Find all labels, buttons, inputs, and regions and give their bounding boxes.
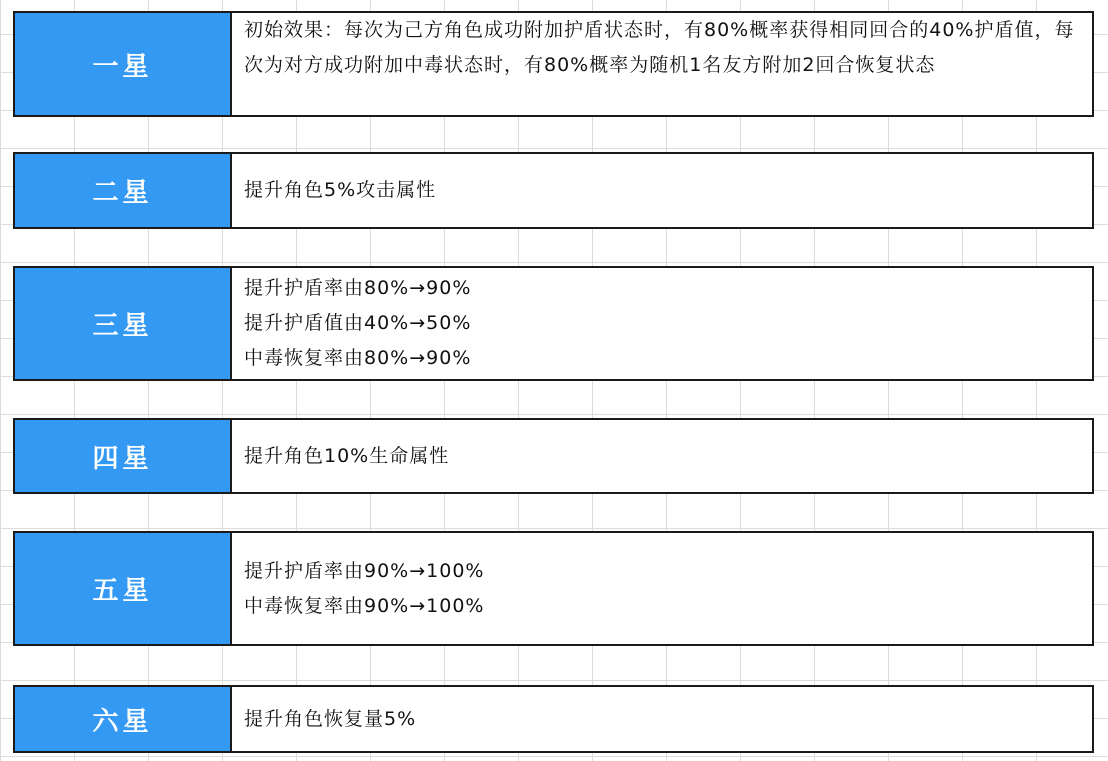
star-row-5 <box>13 531 1094 646</box>
description-line: 提升角色恢复量5% <box>244 707 417 730</box>
star-label-4: 四星 <box>15 420 232 492</box>
description-line: 初始效果：每次为己方角色成功附加护盾状态时，有80%概率获得相同回合的40%护盾值，每次为对方成功附加中毒状态时，有80%概率为随机1名友方附加2回合恢复状态 <box>244 19 1075 76</box>
star-row-6 <box>13 685 1094 753</box>
star-label-3: 三星 <box>15 268 232 379</box>
star-row-2 <box>13 152 1094 229</box>
star-description-4 <box>232 420 1092 492</box>
description-line: 中毒恢复率由80%→90% <box>244 347 472 369</box>
description-line: 提升角色5%攻击属性 <box>244 179 437 201</box>
star-description-6 <box>232 687 1092 751</box>
star-description-1 <box>232 13 1092 115</box>
star-description-3 <box>232 268 1092 379</box>
star-row-4 <box>13 418 1094 494</box>
star-label-2: 二星 <box>15 154 232 227</box>
star-row-1 <box>13 11 1094 117</box>
star-description-2 <box>232 154 1092 227</box>
star-row-3 <box>13 266 1094 381</box>
star-label-5: 五星 <box>15 533 232 644</box>
star-description-5 <box>232 533 1092 644</box>
description-line: 提升护盾率由90%→100% <box>244 559 485 582</box>
star-label-1: 一星 <box>15 13 232 115</box>
description-line: 提升护盾率由80%→90% <box>244 277 472 299</box>
description-line: 提升护盾值由40%→50% <box>244 312 472 334</box>
description-line: 提升角色10%生命属性 <box>244 444 450 467</box>
star-label-6: 六星 <box>15 687 232 751</box>
description-line: 中毒恢复率由90%→100% <box>244 594 485 617</box>
